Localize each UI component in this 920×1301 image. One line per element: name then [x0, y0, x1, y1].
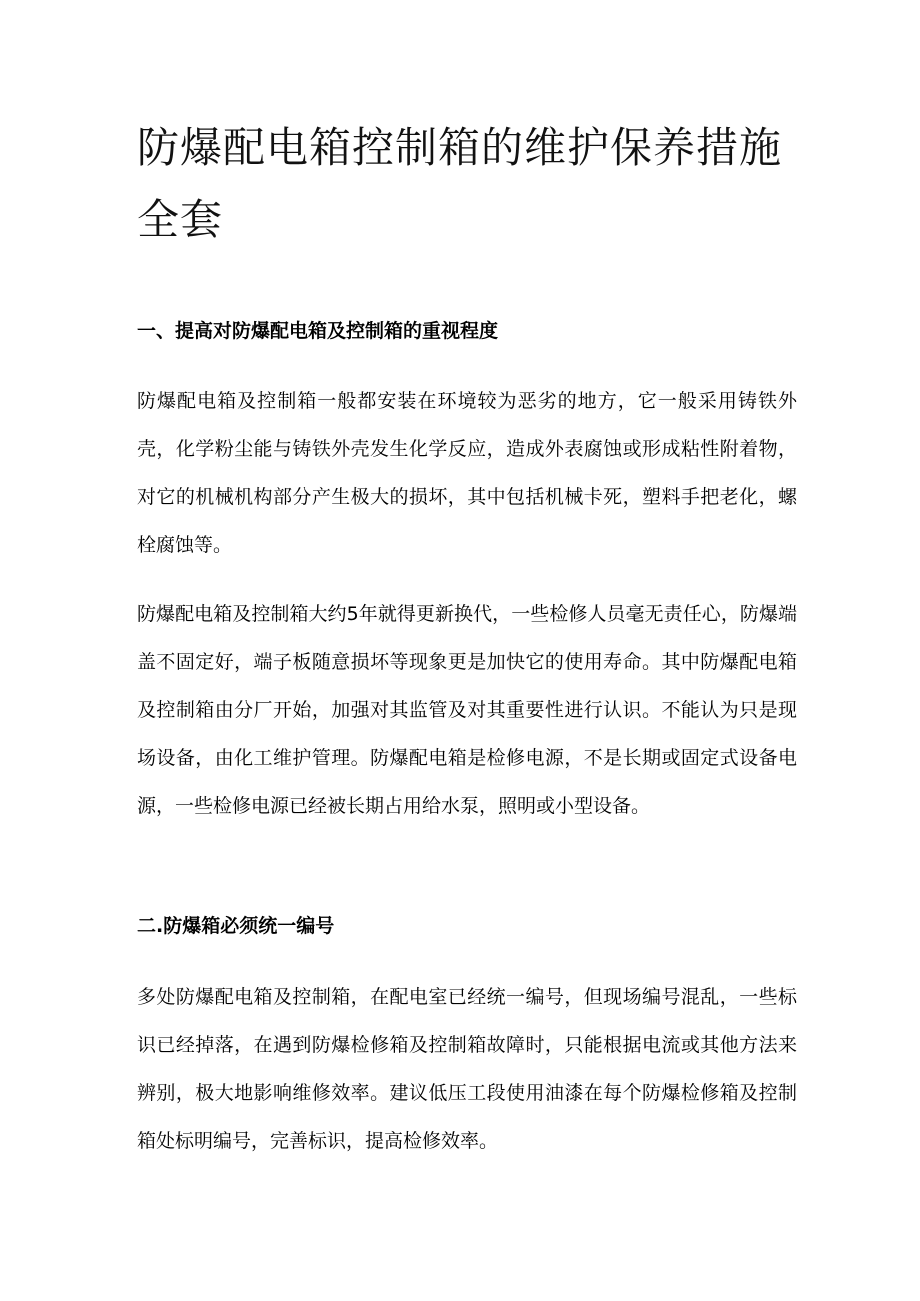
section-1-paragraph-2: 防爆配电箱及控制箱大约5年就得更新换代，一些检修人员毫无责任心，防爆端盖不固定好，端子板随意损坏等现象更是加快它的使用寿命。其中防爆配电箱及控制箱由分厂开始，加强对其监管及对其重要性进行认识。不能认为只是现场设备，由化工维护管理。防爆配电箱是检修电源，不是长期或固定式设备电源，一些检修电源已经被长期占用给水泵，照明或小型设备。 [137, 603, 797, 817]
section-2-paragraph-1: 多处防爆配电箱及控制箱，在配电室已经统一编号，但现场编号混乱，一些标识已经掉落，在遇到防爆检修箱及控制箱故障时，只能根据电流或其他方法来辨别，极大地影响维修效率。建议低压工段使用油漆在每个防爆检修箱及控制箱处标明编号，完善标识，提高检修效率。 [137, 986, 797, 1152]
section-1-paragraph-1: 防爆配电箱及控制箱一般都安装在环境较为恶劣的地方，它一般采用铸铁外壳，化学粉尘能与铸铁外壳发生化学反应，造成外表腐蚀或形成粘性附着物，对它的机械机构部分产生极大的损坏，其中包括机械卡死，塑料手把老化，螺栓腐蚀等。 [137, 390, 797, 556]
section-heading-1: 一、提高对防爆配电箱及控制箱的重视程度 [137, 320, 499, 342]
section-heading-2: 二.防爆箱必须统一编号 [137, 915, 335, 937]
document-title: 防爆配电箱控制箱的维护保养措施全套 [137, 123, 783, 244]
